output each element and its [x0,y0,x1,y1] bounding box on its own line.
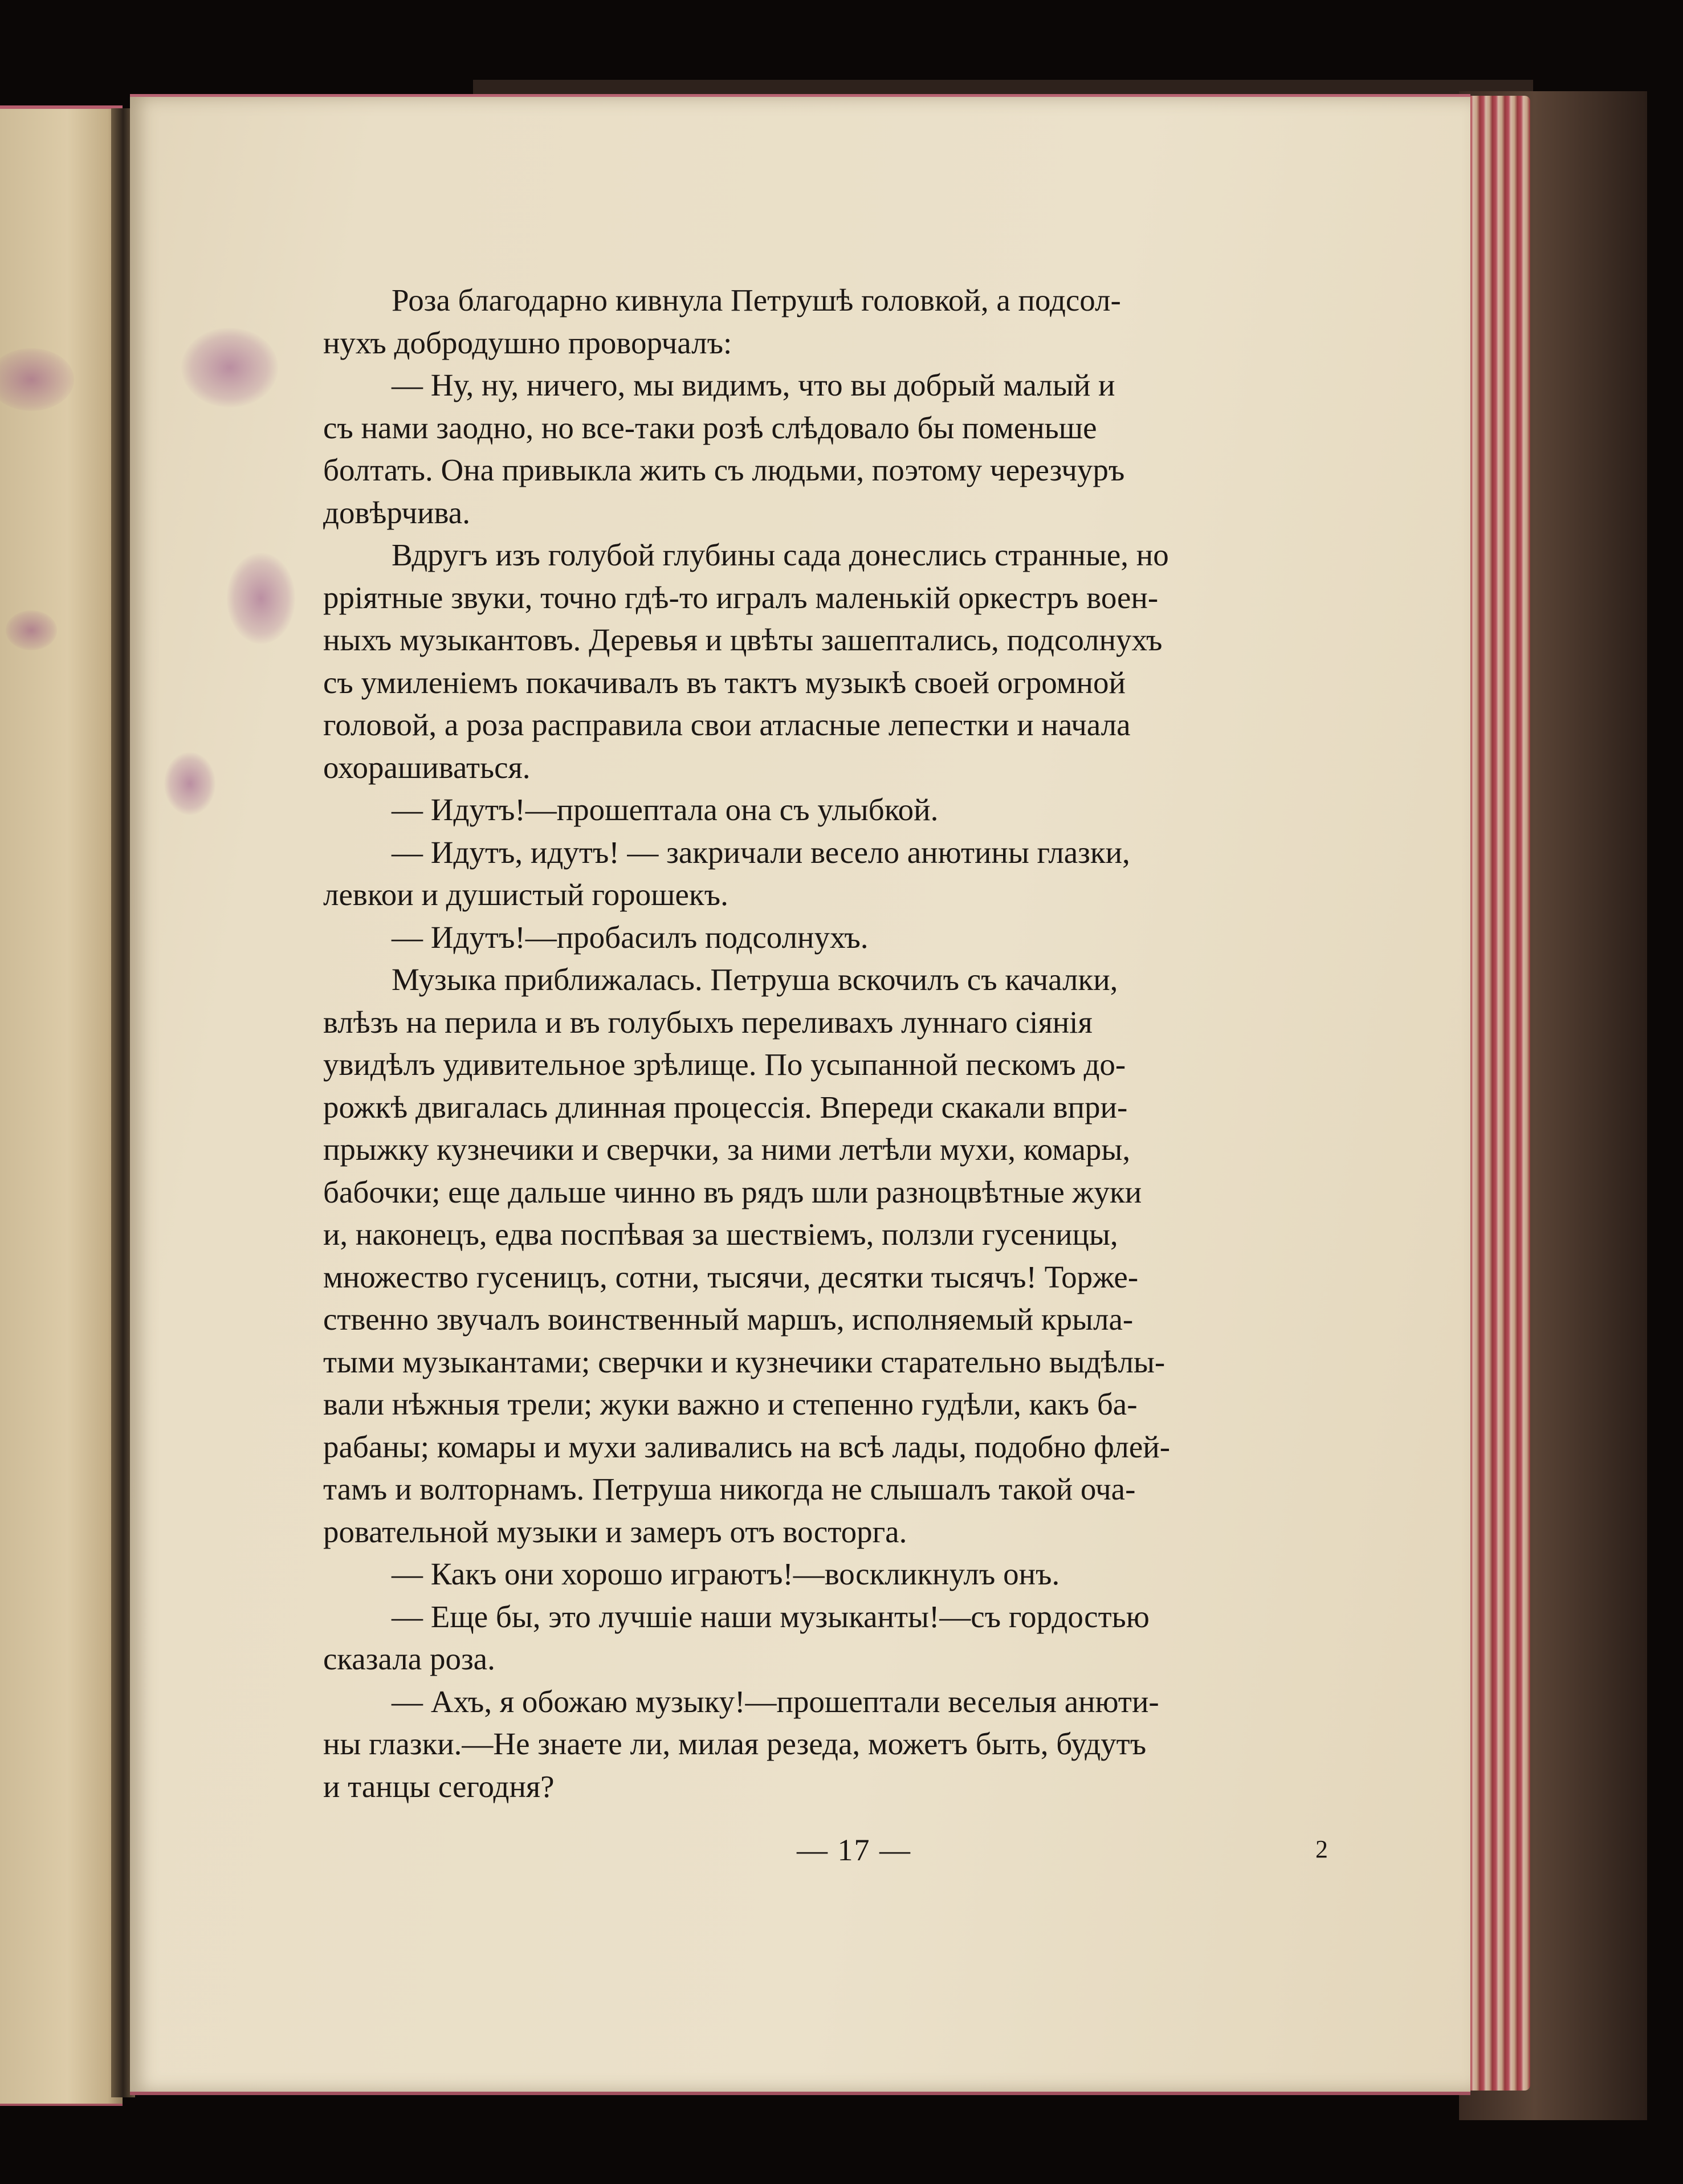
book-page [130,94,1470,2095]
paragraph: — Ну, ну, ничего, мы видимъ, что вы добрый малый и съ нами заодно, но все-таки розѣ слѣдовало бы поменьше болтать. Она привыкла жить съ людьми, поэтому черезчуръ довѣрчива. [323,368,1125,530]
paragraph: Роза благодарно кивнула Петрушѣ головкой, а подсол- нухъ добродушно проворчалъ: [323,283,1121,360]
paragraph: — Какъ они хорошо играютъ!—воскликнулъ онъ. [392,1556,1060,1591]
paragraph: Вдругъ изъ голубой глубины сада донеслись странные, но pріятные звуки, точно гдѣ-то игралъ маленькій оркестръ воен- ныхъ музыкантовъ. Деревья и цвѣты зашептались, подсолнухъ съ умиленіемъ покачивалъ въ тактъ музыкѣ своей огромной головой, а роза расправила свои атласные лепестки и начала охорашиваться. [323,537,1169,785]
ink-blot [181,328,278,408]
paragraph: — Идутъ!—пробасилъ подсолнухъ. [392,919,869,955]
paragraph: — Идутъ, идутъ! — закричали весело анютины глазки, левкои и душистый горошекъ. [323,834,1130,912]
page-body-text [323,279,1338,1808]
page-block-edges [1468,96,1530,2091]
paragraph: — Еще бы, это лучшіе наши музыканты!—съ гордостью сказала роза. [323,1599,1150,1676]
page-number: — 17 — [797,1833,911,1867]
ink-stain [6,610,57,650]
paragraph: — Идутъ!—прошептала она съ улыбкой. [392,792,939,827]
paragraph: — Ахъ, я обожаю музыку!—прошептали веселыя анюти- ны глазки.—Не знаете ли, милая резеда, можетъ быть, будутъ и танцы сегодня? [323,1684,1159,1804]
ink-stain [0,348,74,411]
signature-mark: 2 [1315,1835,1328,1863]
previous-page-strip [0,105,123,2106]
ink-blot [164,752,215,815]
page-footer [130,1832,1470,1872]
paragraph: Музыка приближалась. Петруша вскочилъ съ качалки, влѣзъ на перила и въ голубыхъ переливахъ луннаго сіянія увидѣлъ удивительное зрѣлище. По усыпанной пескомъ до- рожкѣ двигалась длинная процессія. Впереди скакали впри- прыжку кузнечики и сверчки, за ними летѣли мухи, комары, бабочки; еще дальше чинно въ рядъ шли разноцвѣтные жуки и, наконецъ, едва поспѣвая за шествіемъ, ползли гусеницы, множество гусеницъ, сотни, тысячи, десятки тысячъ! Торже- ственно звучалъ воинственный маршъ, исполняемый крыла- тыми музыкантами; сверчки и кузнечики старательно выдѣлы- вали нѣжныя трели; жуки важно и степенно гудѣли, какъ ба- рабаны; комары и мухи заливались на всѣ лады, подобно флей- тамъ и волторнамъ. Петруша никогда не слышалъ такой оча- ровательной музыки и замеръ отъ восторга. [323,962,1171,1549]
ink-blot [227,553,295,644]
